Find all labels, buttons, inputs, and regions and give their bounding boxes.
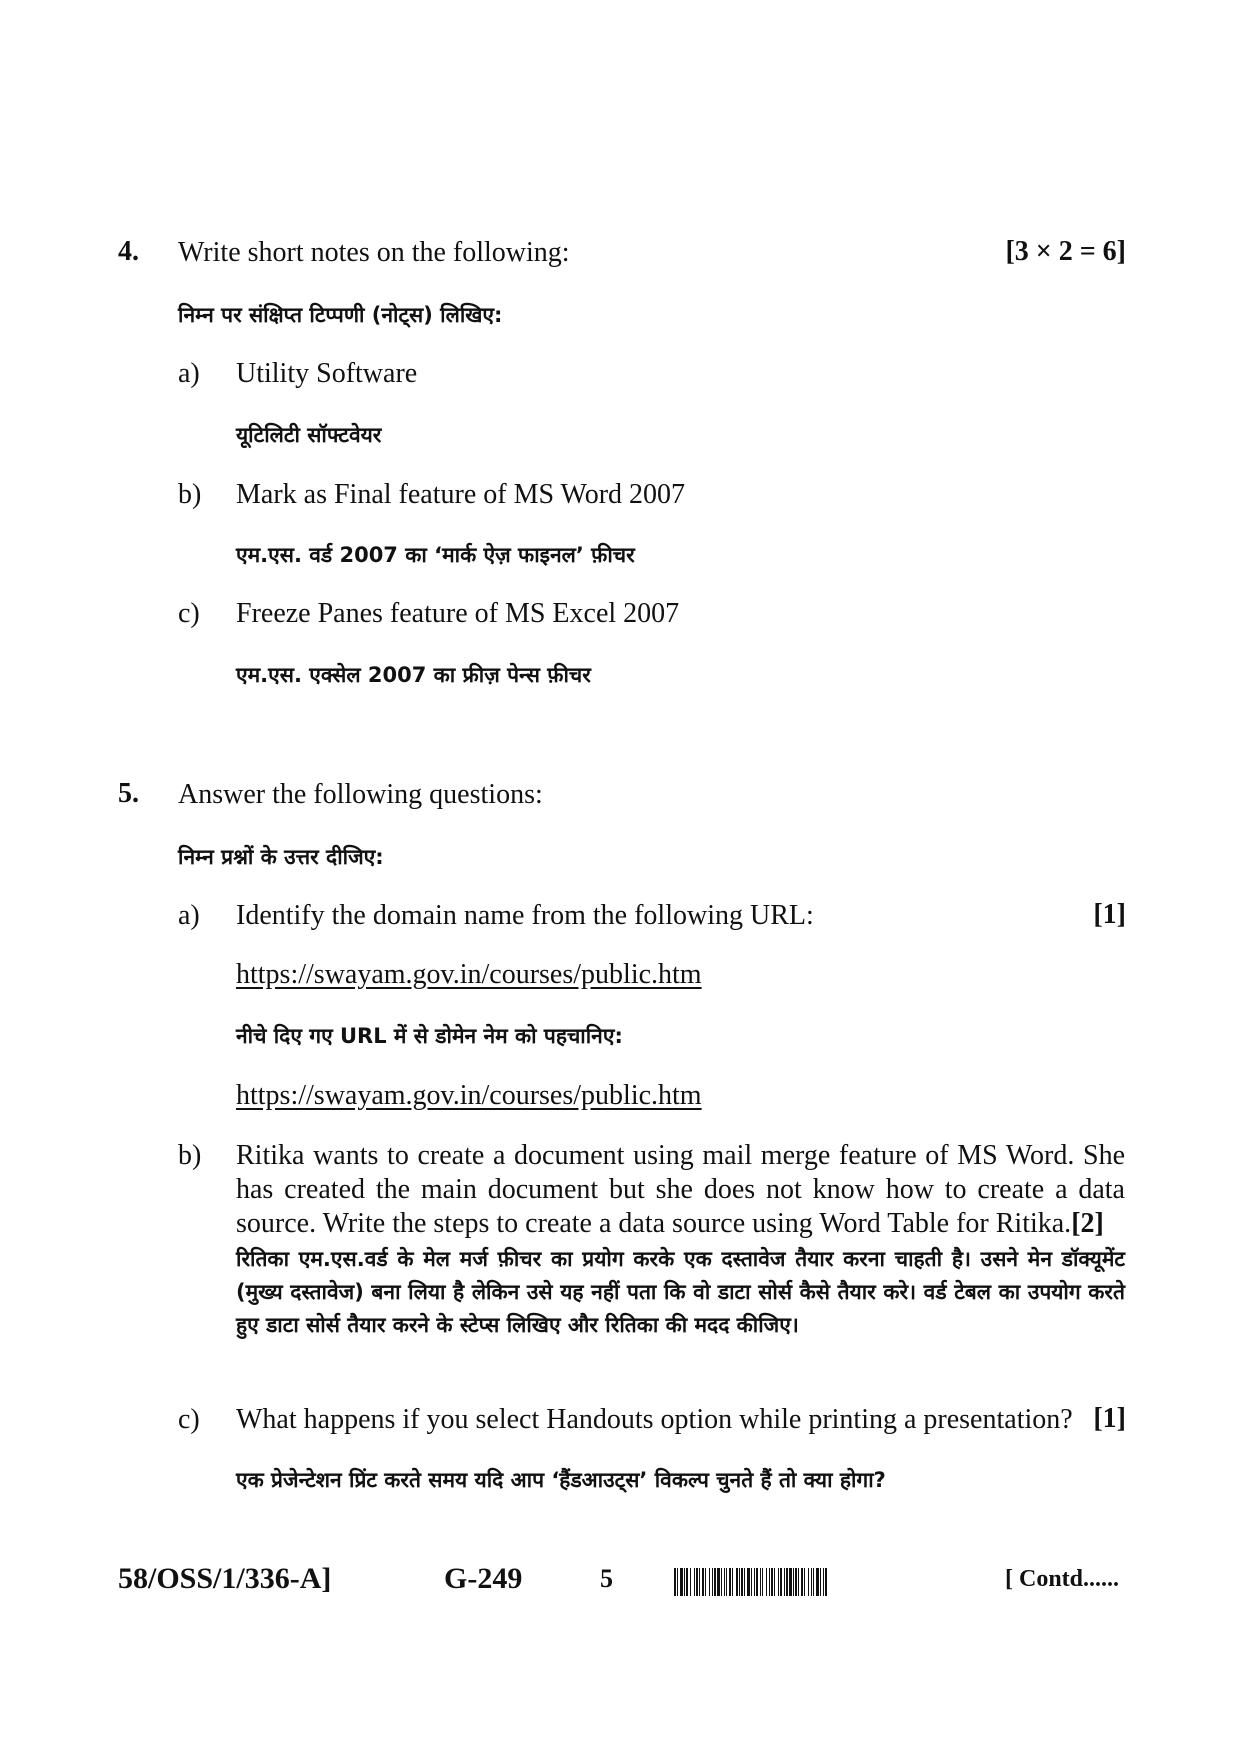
footer-page-number: 5	[600, 1564, 613, 1593]
footer-paper-code: 58/OSS/1/336-A]	[118, 1562, 332, 1595]
q4-marks: [3 × 2 = 6]	[1005, 236, 1126, 267]
q5-b-en: Ritika wants to create a document using mail merge feature of MS Word. She has created the main document but she does not know how to create a data source. Write the steps to create a data source using Word Table for Ritika.	[236, 1140, 1125, 1239]
q5-a-hi: नीचे दिए गए URL में से डोमेन नेम को पहचानिए:	[236, 1024, 623, 1048]
q5-a-label: a)	[178, 900, 200, 931]
q4-item-c-hi: एम.एस. एक्सेल 2007 का फ्रीज़ पेन्स फ़ीचर	[236, 663, 591, 687]
q4-prompt-en: Write short notes on the following:	[178, 237, 570, 268]
q5-number: 5.	[118, 778, 139, 809]
q5-c-hi: एक प्रेजेन्टेशन प्रिंट करते समय यदि आप ‘हैंडआउट्स’ विकल्प चुनते हैं तो क्या होगा?	[236, 1468, 886, 1492]
barcode-bar	[825, 1568, 827, 1596]
q5-a-en: Identify the domain name from the following URL:	[236, 900, 814, 931]
q4-item-a-en: Utility Software	[236, 358, 418, 389]
q5-b-en-paragraph	[236, 1139, 1125, 1241]
q4-number: 4.	[118, 236, 139, 267]
q4-item-b-label: b)	[178, 479, 202, 510]
q4-item-c-label: c)	[178, 598, 200, 629]
barcode	[674, 1568, 992, 1596]
q4-item-a-hi: यूटिलिटी सॉफ्टवेयर	[236, 423, 382, 447]
q5-c-en: What happens if you select Handouts option while printing a presentation?	[236, 1404, 1073, 1435]
footer-series: G-249	[444, 1562, 523, 1595]
q5-a-marks: [1]	[1093, 899, 1126, 930]
q5-a-url: https://swayam.gov.in/courses/public.htm	[236, 959, 702, 990]
footer-contd: [ Contd......	[1005, 1566, 1120, 1592]
q4-item-b-hi: एम.एस. वर्ड 2007 का ‘मार्क ऐज़ फाइनल’ फ़ीचर	[236, 543, 635, 567]
q4-item-a-label: a)	[178, 358, 200, 389]
q5-prompt-hi: निम्न प्रश्नों के उत्तर दीजिए:	[178, 845, 384, 869]
q5-c-label: c)	[178, 1404, 200, 1435]
q5-prompt-en: Answer the following questions:	[178, 779, 543, 810]
q5-b-hi: रितिका एम.एस.वर्ड के मेल मर्ज फ़ीचर का प्रयोग करके एक दस्तावेज तैयार करना चाहती है। उसने मेन डॉक्यूमेंट (मुख्य दस्तावेज) बना लिया है लेकिन उसे यह नहीं पता कि वो डाटा सोर्स कैसे तैयार करे। वर्ड टेबल का उपयोग करते हुए डाटा सोर्स तैयार करने के स्टेप्स लिखिए और रितिका की मदद कीजिए।	[236, 1247, 1125, 1337]
q5-c-marks: [1]	[1093, 1403, 1126, 1434]
q4-item-b-en: Mark as Final feature of MS Word 2007	[236, 479, 686, 510]
q5-b-marks: [2]	[1071, 1208, 1104, 1239]
q5-b-label: b)	[178, 1140, 202, 1171]
q4-prompt-hi: निम्न पर संक्षिप्त टिप्पणी (नोट्स) लिखिए:	[178, 303, 503, 327]
q4-item-c-en: Freeze Panes feature of MS Excel 2007	[236, 598, 680, 629]
q5-a-url-hi: https://swayam.gov.in/courses/public.htm	[236, 1080, 702, 1111]
